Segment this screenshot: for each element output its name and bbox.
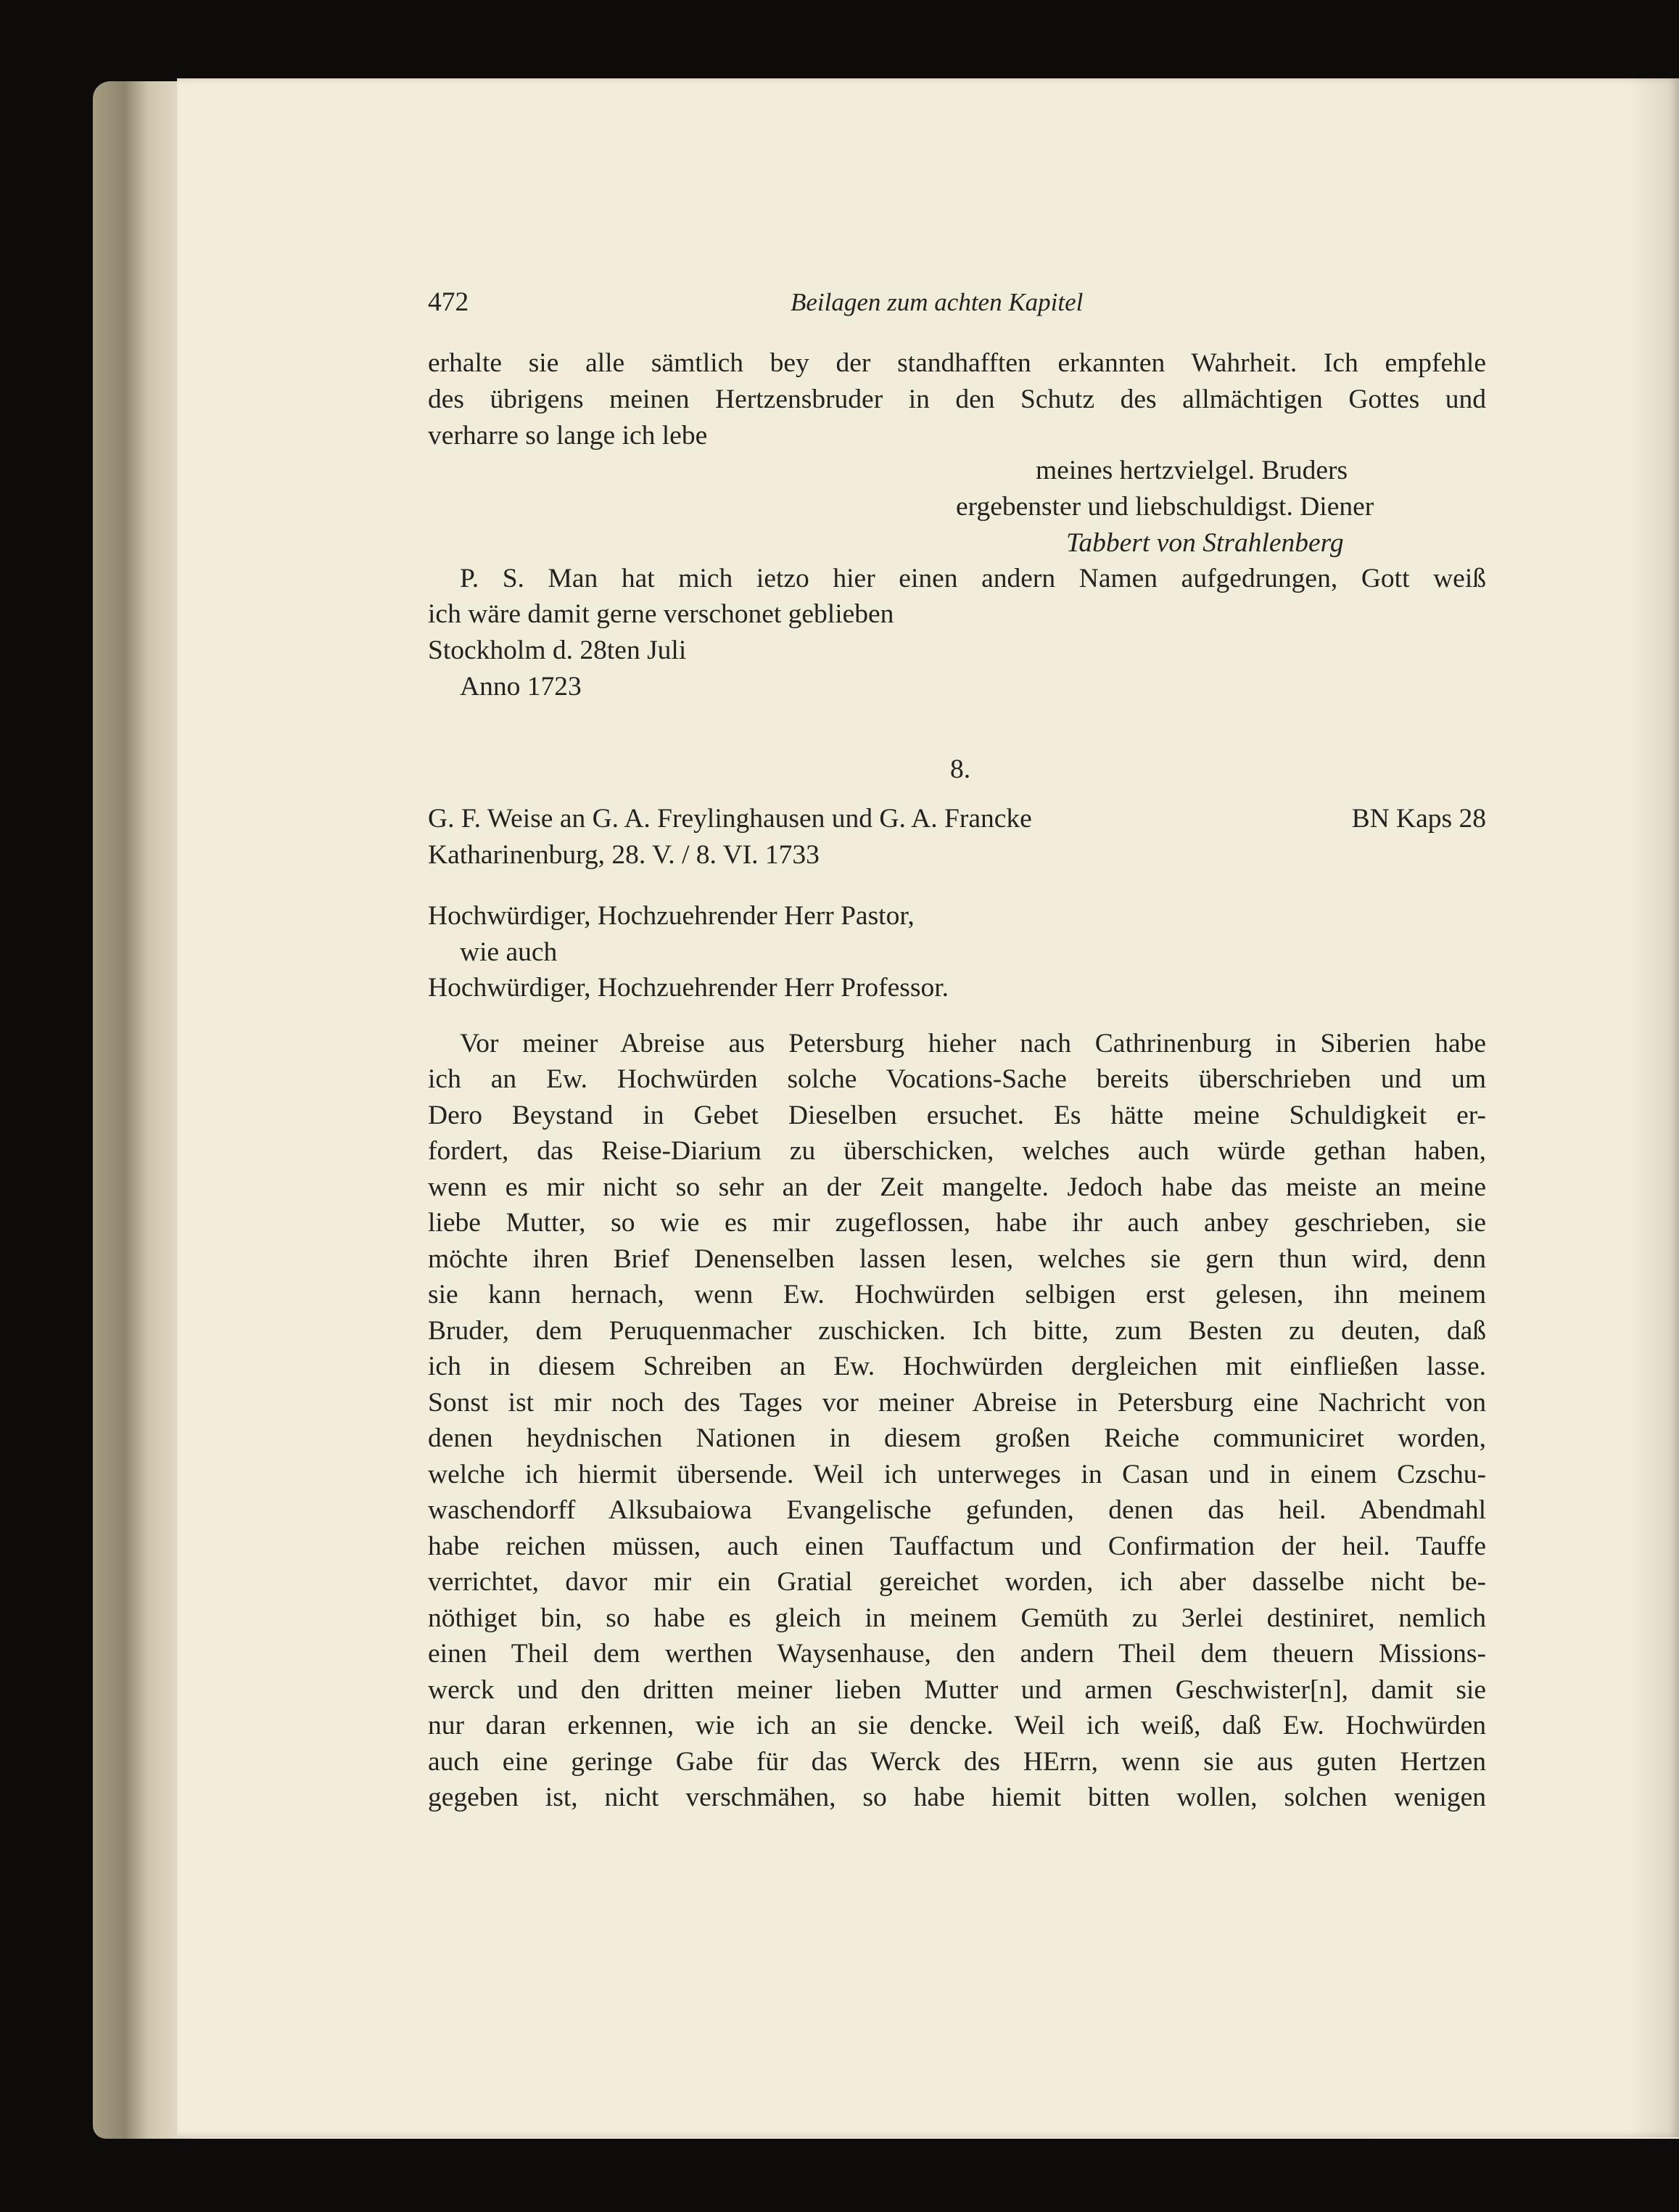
body-line: wenn es mir nicht so sehr an der Zeit mangelte. Jedoch habe das meiste an meine xyxy=(428,1172,1486,1202)
postscript-line: ich wäre damit gerne verschonet geblieben xyxy=(428,599,894,629)
body-line: nur daran erkennen, wie ich an sie dencke. Weil ich weiß, daß Ew. Hochwürden xyxy=(428,1711,1486,1740)
postscript-line: Anno 1723 xyxy=(460,672,582,702)
document-number: 8. xyxy=(950,755,971,784)
sender-recipient: G. F. Weise an G. A. Freylinghausen und G. A. Francke xyxy=(428,804,1032,834)
body-line: ich an Ew. Hochwürden solche Vocations-Sache bereits überschrieben und um xyxy=(428,1064,1486,1094)
postscript-line: Stockholm d. 28ten Juli xyxy=(428,636,687,665)
body-line: sie kann hernach, wenn Ew. Hochwürden selbigen erst gelesen, ihn meinem xyxy=(428,1280,1486,1309)
body-line: Dero Beystand in Gebet Dieselben ersuchet. Es hätte meine Schuldigkeit er- xyxy=(428,1101,1486,1130)
body-line: habe reichen müssen, auch einen Tauffactum und Confirmation der heil. Tauffe xyxy=(428,1531,1486,1561)
salutation-line: wie auch xyxy=(460,937,558,967)
page-text xyxy=(428,0,1501,2212)
postscript-line: P. S. Man hat mich ietzo hier einen andern Namen aufgedrungen, Gott weiß xyxy=(460,564,1486,593)
running-title: Beilagen zum achten Kapitel xyxy=(791,288,1084,316)
body-line: ich in diesem Schreiben an Ew. Hochwürden dergleichen mit einfließen lasse. xyxy=(428,1352,1486,1381)
body-line: werck und den dritten meiner lieben Mutter und armen Geschwister[n], damit sie xyxy=(428,1675,1486,1705)
closing-line: meines hertzvielgel. Bruders xyxy=(1036,456,1348,485)
body-line: Vor meiner Abreise aus Petersburg hieher nach Cathrinenburg in Siberien habe xyxy=(460,1029,1486,1058)
body-line: liebe Mutter, so wie es mir zugeflossen, habe ihr auch anbey geschrieben, sie xyxy=(428,1208,1486,1238)
closing-line: ergebenster und liebschuldigst. Diener xyxy=(956,492,1374,522)
text-line: verharre so lange ich lebe xyxy=(428,421,708,451)
body-line: fordert, das Reise-Diarium zu überschicken, welches auch würde gethan haben, xyxy=(428,1136,1486,1166)
body-line: einen Theil dem werthen Waysenhause, den andern Theil dem theuern Missions- xyxy=(428,1639,1486,1669)
body-line: verrichtet, davor mir ein Gratial gereichet worden, ich aber dasselbe nicht be- xyxy=(428,1567,1486,1597)
body-line: auch eine geringe Gabe für das Werck des HErrn, wenn sie aus guten Hertzen xyxy=(428,1747,1486,1777)
body-line: denen heydnischen Nationen in diesem großen Reiche communiciret worden, xyxy=(428,1423,1486,1453)
salutation-line: Hochwürdiger, Hochzuehrender Herr Pastor, xyxy=(428,901,915,931)
body-line: gegeben ist, nicht verschmähen, so habe hiemit bitten wollen, solchen wenigen xyxy=(428,1783,1486,1812)
salutation-line: Hochwürdiger, Hochzuehrender Herr Professor. xyxy=(428,973,949,1003)
signature: Tabbert von Strahlenberg xyxy=(1066,528,1344,558)
body-line: welche ich hiermit übersende. Weil ich unterweges in Casan und in einem Czschu- xyxy=(428,1460,1486,1489)
body-line: nöthiget bin, so habe es gleich in meinem Gemüth zu 3erlei destiniret, nemlich xyxy=(428,1603,1486,1633)
place-date: Katharinenburg, 28. V. / 8. VI. 1733 xyxy=(428,840,820,870)
body-line: Sonst ist mir noch des Tages vor meiner Abreise in Petersburg eine Nachricht von xyxy=(428,1388,1486,1418)
page-number: 472 xyxy=(428,287,469,317)
text-line: des übrigens meinen Hertzensbruder in den Schutz des allmächtigen Gottes und xyxy=(428,385,1486,414)
text-line: erhalte sie alle sämtlich bey der standhafften erkannten Wahrheit. Ich empfehle xyxy=(428,348,1486,378)
body-line: möchte ihren Brief Denenselben lassen lesen, welches sie gern thun wird, denn xyxy=(428,1244,1486,1274)
body-line: waschendorff Alksubaiowa Evangelische gefunden, denen das heil. Abendmahl xyxy=(428,1495,1486,1525)
archive-reference: BN Kaps 28 xyxy=(1351,804,1486,834)
body-line: Bruder, dem Peruquenmacher zuschicken. Ich bitte, zum Besten zu deuten, daß xyxy=(428,1316,1486,1346)
